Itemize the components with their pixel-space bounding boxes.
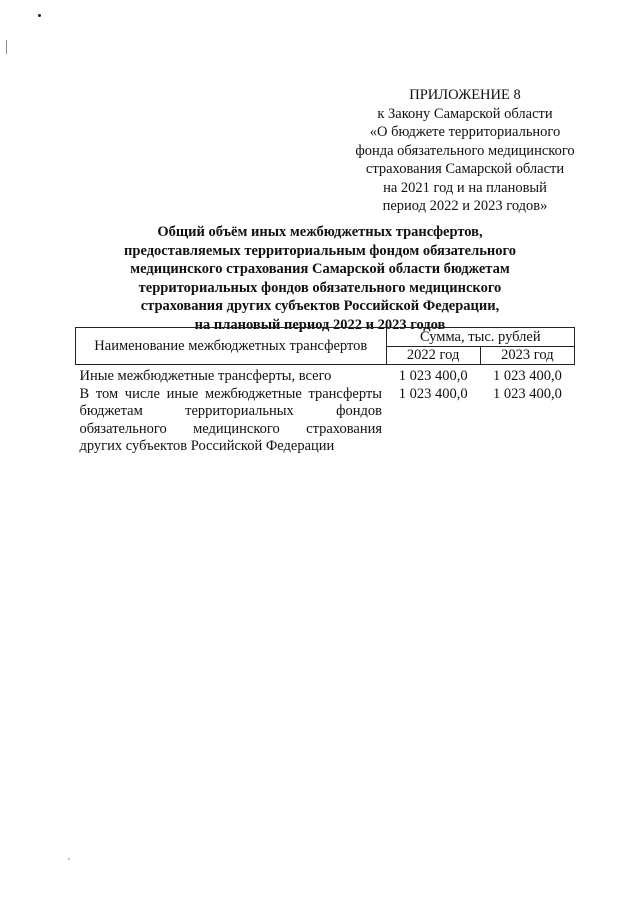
appendix-line: страхования Самарской области bbox=[365, 161, 565, 177]
appendix-line: «О бюджете территориального bbox=[369, 124, 561, 140]
title-line: на плановый период 2022 и 2023 годов bbox=[194, 316, 446, 333]
row-value-2023: 1 023 400,0 bbox=[492, 385, 562, 402]
scan-speck bbox=[68, 858, 70, 860]
document-title bbox=[70, 223, 570, 334]
header-year-2022: 2022 год bbox=[386, 347, 480, 365]
header-name: Наименование межбюджетных трансфертов bbox=[76, 328, 387, 365]
row-value-2022: 1 023 400,0 bbox=[398, 385, 468, 402]
appendix-line: период 2022 и 2023 годов» bbox=[382, 198, 548, 214]
appendix-line: фонда обязательного медицинского bbox=[355, 142, 575, 159]
title-line: страхования других субъектов Российской Федерации, bbox=[140, 298, 500, 314]
transfers-table bbox=[75, 327, 575, 456]
appendix-line: на 2021 год и на плановый bbox=[383, 179, 547, 196]
appendix-line: к Закону Самарской области bbox=[377, 105, 553, 122]
scan-mark-dot bbox=[38, 14, 41, 17]
appendix-block bbox=[300, 86, 630, 216]
scan-mark-line bbox=[6, 40, 7, 54]
row-value-2022: 1 023 400,0 bbox=[398, 368, 468, 384]
title-line: медицинского страхования Самарской области бюджетам bbox=[130, 261, 510, 277]
row-value-2023: 1 023 400,0 bbox=[492, 368, 562, 384]
table-row bbox=[76, 386, 575, 456]
row-name: В том числе иные межбюджетные трансферты бюджетам территориальных фондов обязательного медицинского страхования других субъектов Российской Федерации bbox=[79, 385, 383, 454]
header-sum: Сумма, тыс. рублей bbox=[386, 328, 574, 347]
title-line: Общий объём иных межбюджетных трансфертов, bbox=[157, 224, 483, 240]
title-line: предоставляемых территориальным фондом обязательного bbox=[124, 242, 516, 259]
table-row bbox=[76, 365, 575, 386]
header-year-2023: 2023 год bbox=[480, 347, 574, 365]
title-line: территориальных фондов обязательного медицинского bbox=[138, 279, 502, 296]
row-name: Иные межбюджетные трансферты, всего bbox=[79, 368, 332, 384]
appendix-line: ПРИЛОЖЕНИЕ 8 bbox=[409, 87, 521, 103]
